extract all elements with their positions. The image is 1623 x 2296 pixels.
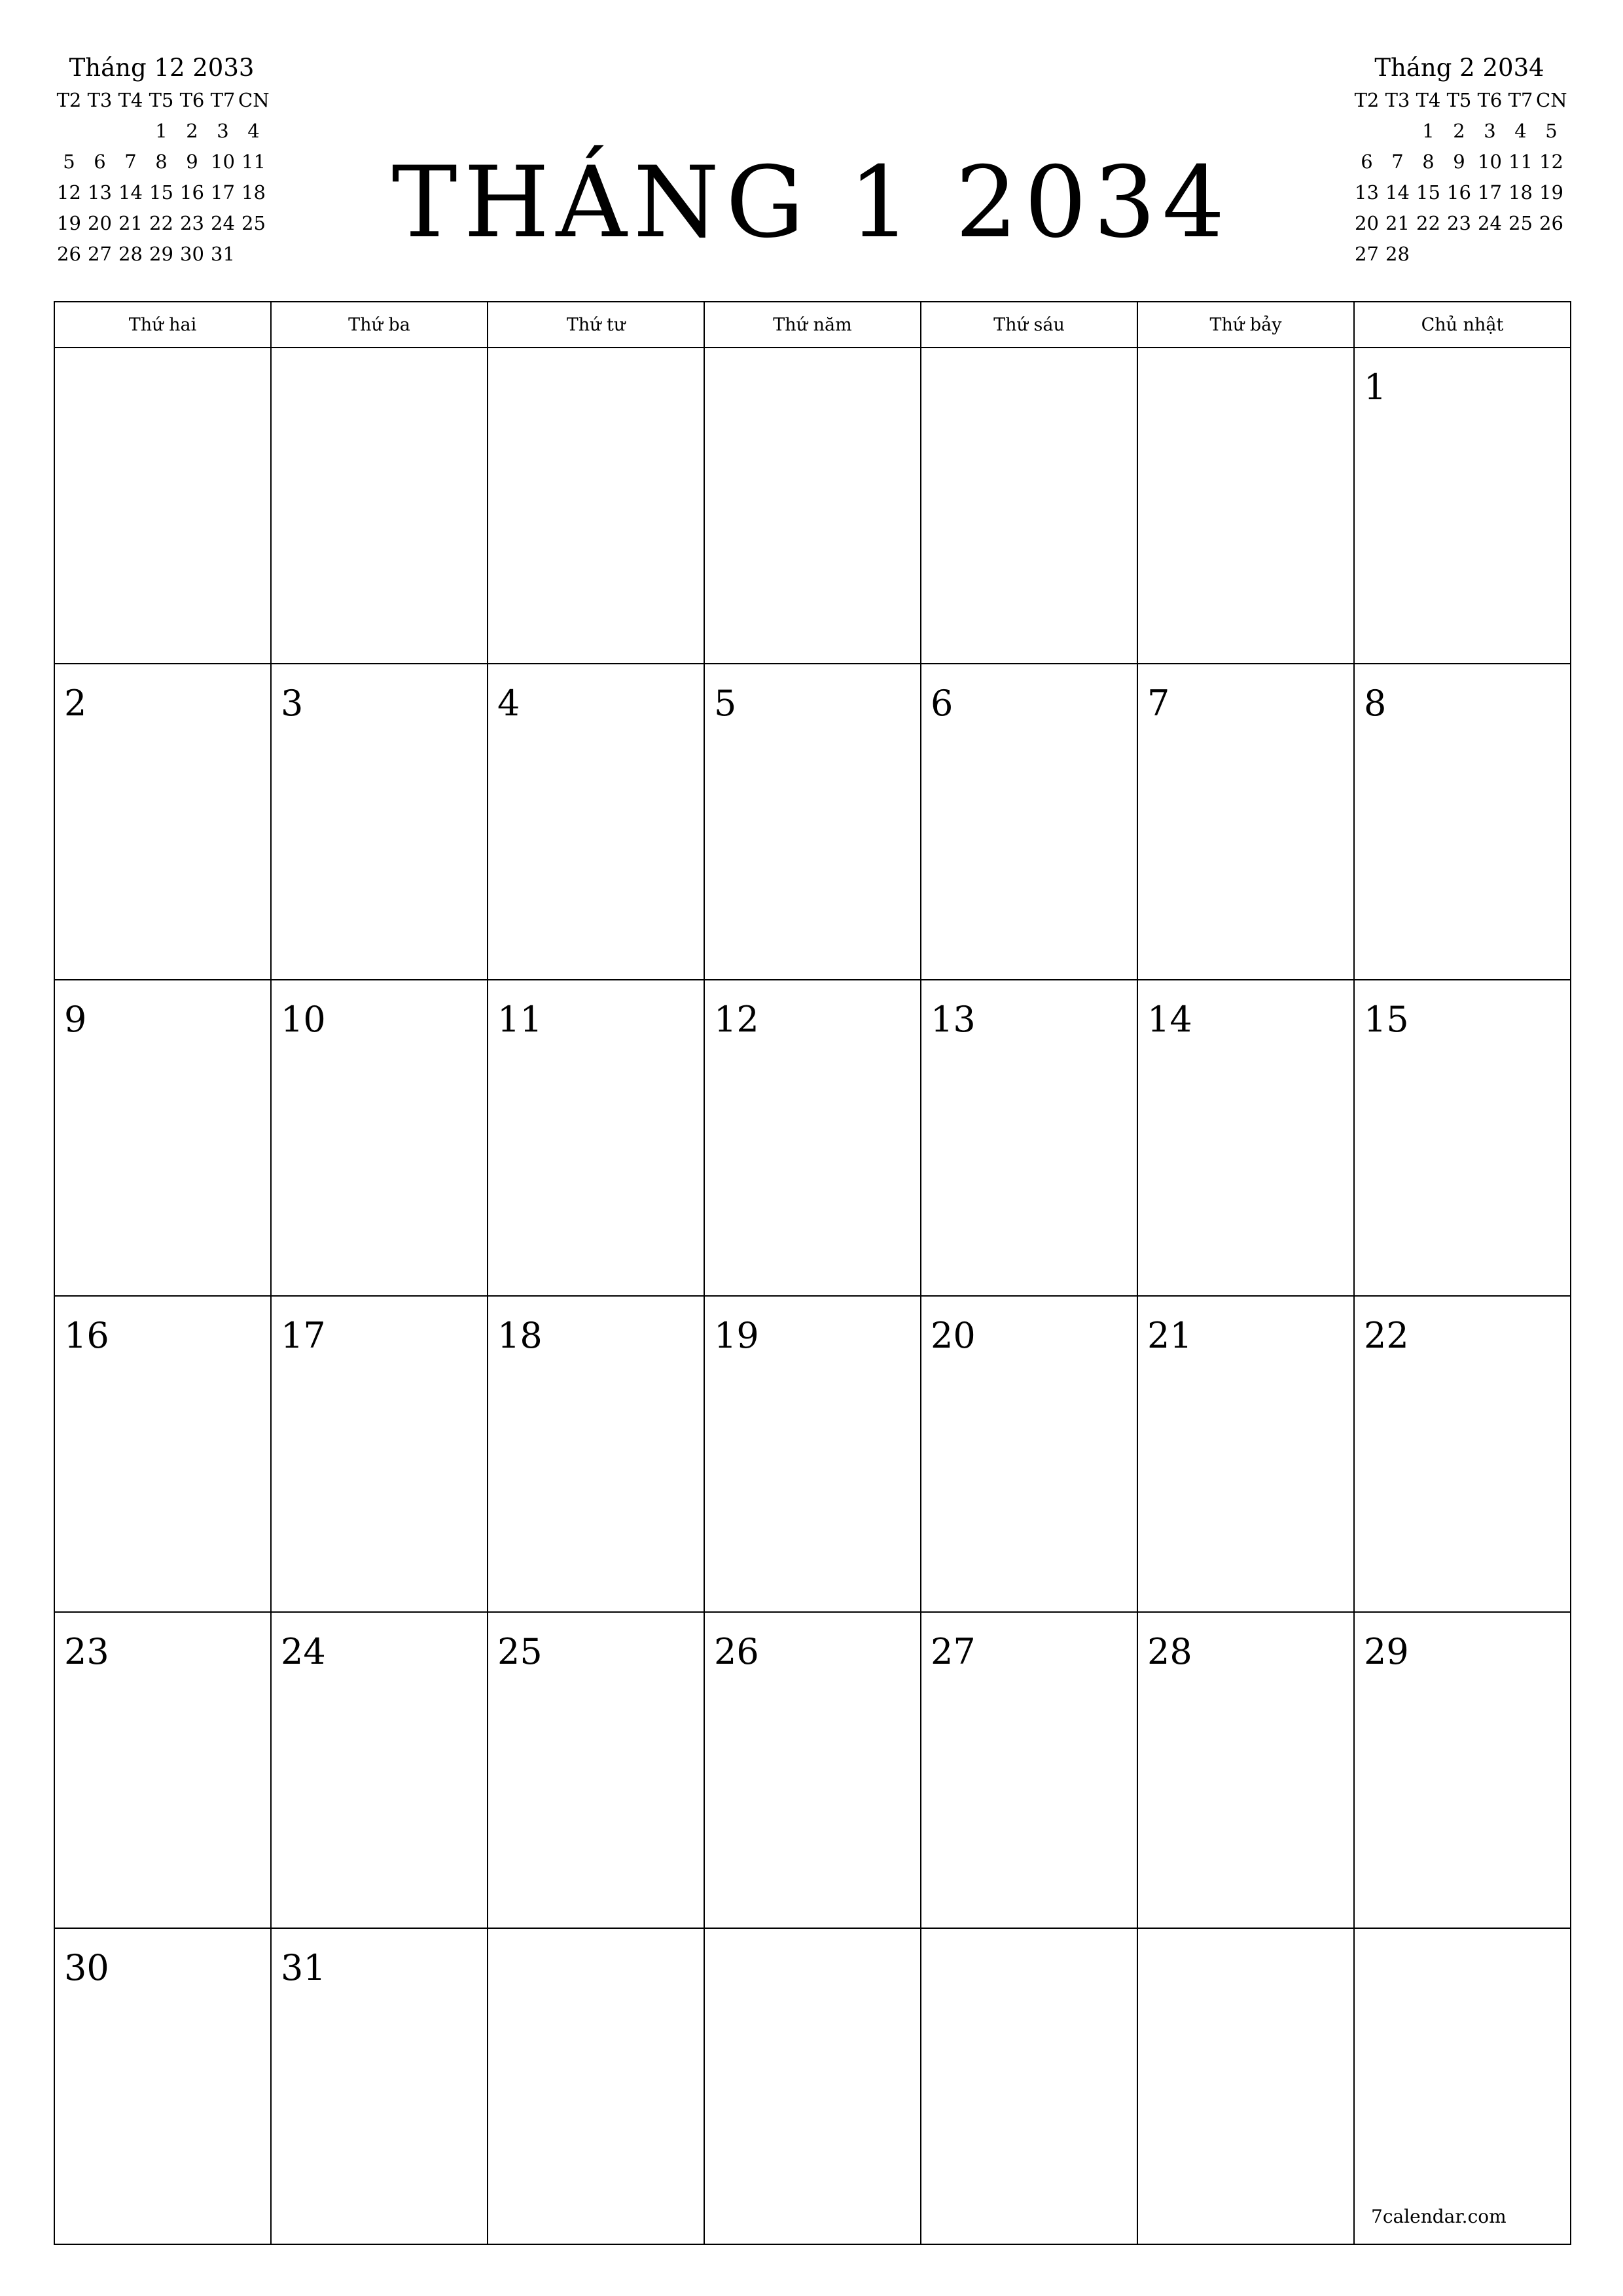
mini-day-number: 14: [118, 181, 143, 204]
mini-day-number: 1: [155, 120, 168, 142]
mini-weekday-label: T4: [1416, 89, 1441, 111]
mini-day-number: 4: [247, 120, 260, 142]
mini-day-number: [1351, 116, 1382, 147]
mini-day-number: 5: [63, 151, 75, 173]
mini-day-number: 21: [1385, 212, 1410, 234]
day-cell[interactable]: [1137, 980, 1354, 1296]
mini-day-number: 30: [180, 243, 204, 265]
day-number: 15: [1364, 999, 1409, 1040]
day-number: 29: [1364, 1631, 1409, 1672]
mini-day-number: 7: [1391, 151, 1404, 173]
day-cell[interactable]: [271, 348, 488, 664]
day-number: 3: [281, 683, 304, 724]
mini-day-number: 18: [1508, 181, 1533, 204]
mini-day-number: 2: [1453, 120, 1465, 142]
day-cell[interactable]: [1354, 664, 1571, 980]
mini-weekday-label: T7: [1508, 89, 1533, 111]
mini-day-number: 11: [241, 151, 266, 173]
mini-day-number: 6: [94, 151, 106, 173]
day-cell[interactable]: [1354, 980, 1571, 1296]
day-number: 27: [931, 1631, 976, 1672]
mini-day-number: 23: [180, 212, 204, 234]
mini-calendar-next-month: [1351, 51, 1567, 270]
day-number: 30: [64, 1947, 109, 1988]
day-cell[interactable]: [1137, 1928, 1354, 2244]
day-cell[interactable]: [1354, 1928, 1571, 2244]
mini-day-number: 15: [149, 181, 173, 204]
mini-weekday-label: T4: [118, 89, 143, 111]
day-number: 11: [497, 999, 543, 1040]
weekday-header: Thứ bảy: [1137, 302, 1354, 348]
weekday-header: Thứ ba: [271, 302, 488, 348]
day-number: 16: [64, 1315, 109, 1356]
day-number: 8: [1364, 683, 1387, 724]
mini-day-number: 28: [1385, 243, 1410, 265]
day-cell[interactable]: [271, 1612, 488, 1928]
mini-day-number: 22: [1416, 212, 1440, 234]
site-credit: 7calendar.com: [1371, 2206, 1507, 2227]
mini-weekday-label: T2: [1354, 89, 1380, 111]
mini-day-number: 24: [211, 212, 235, 234]
mini-weekday-label: T6: [1477, 89, 1503, 111]
mini-day-number: 19: [1539, 181, 1563, 204]
mini-day-number: 25: [1508, 212, 1533, 234]
mini-day-number: 26: [1539, 212, 1563, 234]
mini-day-number: 5: [1545, 120, 1558, 142]
day-number: 18: [497, 1315, 543, 1356]
mini-day-number: [1382, 116, 1413, 147]
mini-day-number: 16: [180, 181, 204, 204]
mini-day-number: 1: [1422, 120, 1435, 142]
day-number: 24: [281, 1631, 326, 1672]
mini-day-number: 29: [149, 243, 173, 265]
day-cell[interactable]: [704, 1612, 921, 1928]
mini-day-number: 10: [211, 151, 235, 173]
day-cell[interactable]: [1354, 1612, 1571, 1928]
weekday-header: Thứ tư: [488, 302, 704, 348]
day-cell[interactable]: [921, 1296, 1137, 1612]
weekday-header: Thứ hai: [54, 302, 271, 348]
mini-day-number: 9: [186, 151, 198, 173]
mini-calendar-title: Tháng 2 2034: [1374, 54, 1544, 82]
mini-day-number: 7: [124, 151, 137, 173]
week-row: [54, 348, 1571, 664]
day-number: 12: [714, 999, 759, 1040]
mini-day-number: 20: [88, 212, 112, 234]
mini-day-number: 8: [155, 151, 168, 173]
mini-day-number: 19: [57, 212, 81, 234]
mini-day-number: 21: [118, 212, 143, 234]
day-cell[interactable]: [54, 1612, 271, 1928]
mini-day-number: [84, 116, 115, 147]
mini-day-number: 3: [217, 120, 229, 142]
mini-day-number: 2: [186, 120, 198, 142]
day-number: 6: [931, 683, 954, 724]
day-number: 1: [1364, 367, 1387, 408]
day-number: 21: [1147, 1315, 1192, 1356]
day-number: 7: [1147, 683, 1170, 724]
mini-day-number: 20: [1355, 212, 1379, 234]
day-number: 20: [931, 1315, 976, 1356]
mini-day-number: 6: [1361, 151, 1373, 173]
day-cell[interactable]: [704, 1928, 921, 2244]
day-number: 10: [281, 999, 326, 1040]
mini-day-number: 10: [1478, 151, 1502, 173]
mini-day-number: 17: [1478, 181, 1502, 204]
mini-day-number: 13: [1355, 181, 1379, 204]
mini-day-number: 14: [1385, 181, 1410, 204]
day-number: 5: [714, 683, 737, 724]
day-cell[interactable]: [488, 980, 704, 1296]
mini-day-number: 11: [1508, 151, 1533, 173]
day-cell[interactable]: [271, 664, 488, 980]
day-number: 4: [497, 683, 520, 724]
day-cell[interactable]: [54, 980, 271, 1296]
day-cell[interactable]: [54, 1296, 271, 1612]
mini-calendar-grid: [54, 85, 270, 270]
day-number: 22: [1364, 1315, 1409, 1356]
day-number: 23: [64, 1631, 109, 1672]
day-number: 25: [497, 1631, 543, 1672]
day-cell[interactable]: [704, 1296, 921, 1612]
mini-weekday-label: T7: [210, 89, 236, 111]
mini-day-number: 13: [88, 181, 112, 204]
day-cell[interactable]: [1137, 664, 1354, 980]
mini-day-number: 28: [118, 243, 143, 265]
mini-day-number: 17: [211, 181, 235, 204]
day-cell[interactable]: [921, 1928, 1137, 2244]
mini-day-number: 27: [1355, 243, 1379, 265]
day-number: 13: [931, 999, 976, 1040]
mini-calendar-title: Tháng 12 2033: [69, 54, 255, 82]
month-calendar-grid: [54, 301, 1571, 2245]
day-number: 17: [281, 1315, 326, 1356]
day-cell[interactable]: [921, 664, 1137, 980]
mini-calendar-previous-month: [54, 51, 270, 270]
mini-day-number: 25: [241, 212, 266, 234]
mini-day-number: 18: [241, 181, 266, 204]
day-cell[interactable]: [488, 1928, 704, 2244]
day-cell[interactable]: [271, 980, 488, 1296]
mini-weekday-label: T5: [1446, 89, 1472, 111]
day-cell[interactable]: [704, 664, 921, 980]
weekday-header: Chủ nhật: [1354, 302, 1571, 348]
mini-weekday-label: T3: [87, 89, 113, 111]
day-number: 26: [714, 1631, 759, 1672]
mini-day-number: 22: [149, 212, 173, 234]
day-cell[interactable]: [704, 980, 921, 1296]
day-cell[interactable]: [1137, 1612, 1354, 1928]
week-row: [54, 664, 1571, 980]
week-row: [54, 980, 1571, 1296]
mini-weekday-label: CN: [238, 89, 270, 111]
mini-weekday-label: T5: [149, 89, 174, 111]
mini-day-number: 12: [57, 181, 81, 204]
day-cell[interactable]: [271, 1928, 488, 2244]
day-number: 31: [281, 1947, 326, 1988]
day-cell[interactable]: [1354, 348, 1571, 664]
day-cell[interactable]: [921, 980, 1137, 1296]
day-cell[interactable]: [921, 1612, 1137, 1928]
day-cell[interactable]: [488, 348, 704, 664]
day-cell[interactable]: [704, 348, 921, 664]
mini-day-number: 12: [1539, 151, 1563, 173]
day-cell[interactable]: [488, 664, 704, 980]
mini-calendar-grid: [1351, 85, 1567, 270]
mini-day-number: 26: [57, 243, 81, 265]
mini-day-number: 8: [1422, 151, 1435, 173]
day-number: 28: [1147, 1631, 1192, 1672]
mini-day-number: 24: [1478, 212, 1502, 234]
mini-day-number: 31: [211, 243, 235, 265]
mini-day-number: 3: [1484, 120, 1496, 142]
day-number: 19: [714, 1315, 759, 1356]
day-cell[interactable]: [1137, 348, 1354, 664]
week-row: [54, 1296, 1571, 1612]
day-cell[interactable]: [54, 664, 271, 980]
mini-day-number: 15: [1416, 181, 1440, 204]
day-number: 2: [64, 683, 87, 724]
mini-weekday-label: T3: [1385, 89, 1410, 111]
weekday-header: Thứ năm: [704, 302, 921, 348]
week-row: [54, 1928, 1571, 2244]
day-cell[interactable]: [54, 1928, 271, 2244]
week-row: [54, 1612, 1571, 1928]
day-cell[interactable]: [488, 1296, 704, 1612]
mini-day-number: 27: [88, 243, 112, 265]
day-cell[interactable]: [1354, 1296, 1571, 1612]
weekday-header-row: [54, 302, 1571, 348]
mini-day-number: 23: [1447, 212, 1471, 234]
mini-day-number: [54, 116, 84, 147]
mini-day-number: [115, 116, 146, 147]
mini-weekday-label: T2: [56, 89, 82, 111]
day-cell[interactable]: [271, 1296, 488, 1612]
day-cell[interactable]: [921, 348, 1137, 664]
mini-day-number: 9: [1453, 151, 1465, 173]
page-title: THÁNG 1 2034: [391, 146, 1232, 260]
day-cell[interactable]: [1137, 1296, 1354, 1612]
mini-weekday-label: CN: [1536, 89, 1567, 111]
day-number: 9: [64, 999, 87, 1040]
mini-weekday-label: T6: [179, 89, 205, 111]
day-cell[interactable]: [488, 1612, 704, 1928]
day-cell[interactable]: [54, 348, 271, 664]
mini-day-number: 4: [1514, 120, 1527, 142]
weekday-header: Thứ sáu: [921, 302, 1137, 348]
mini-day-number: 16: [1447, 181, 1471, 204]
day-number: 14: [1147, 999, 1192, 1040]
